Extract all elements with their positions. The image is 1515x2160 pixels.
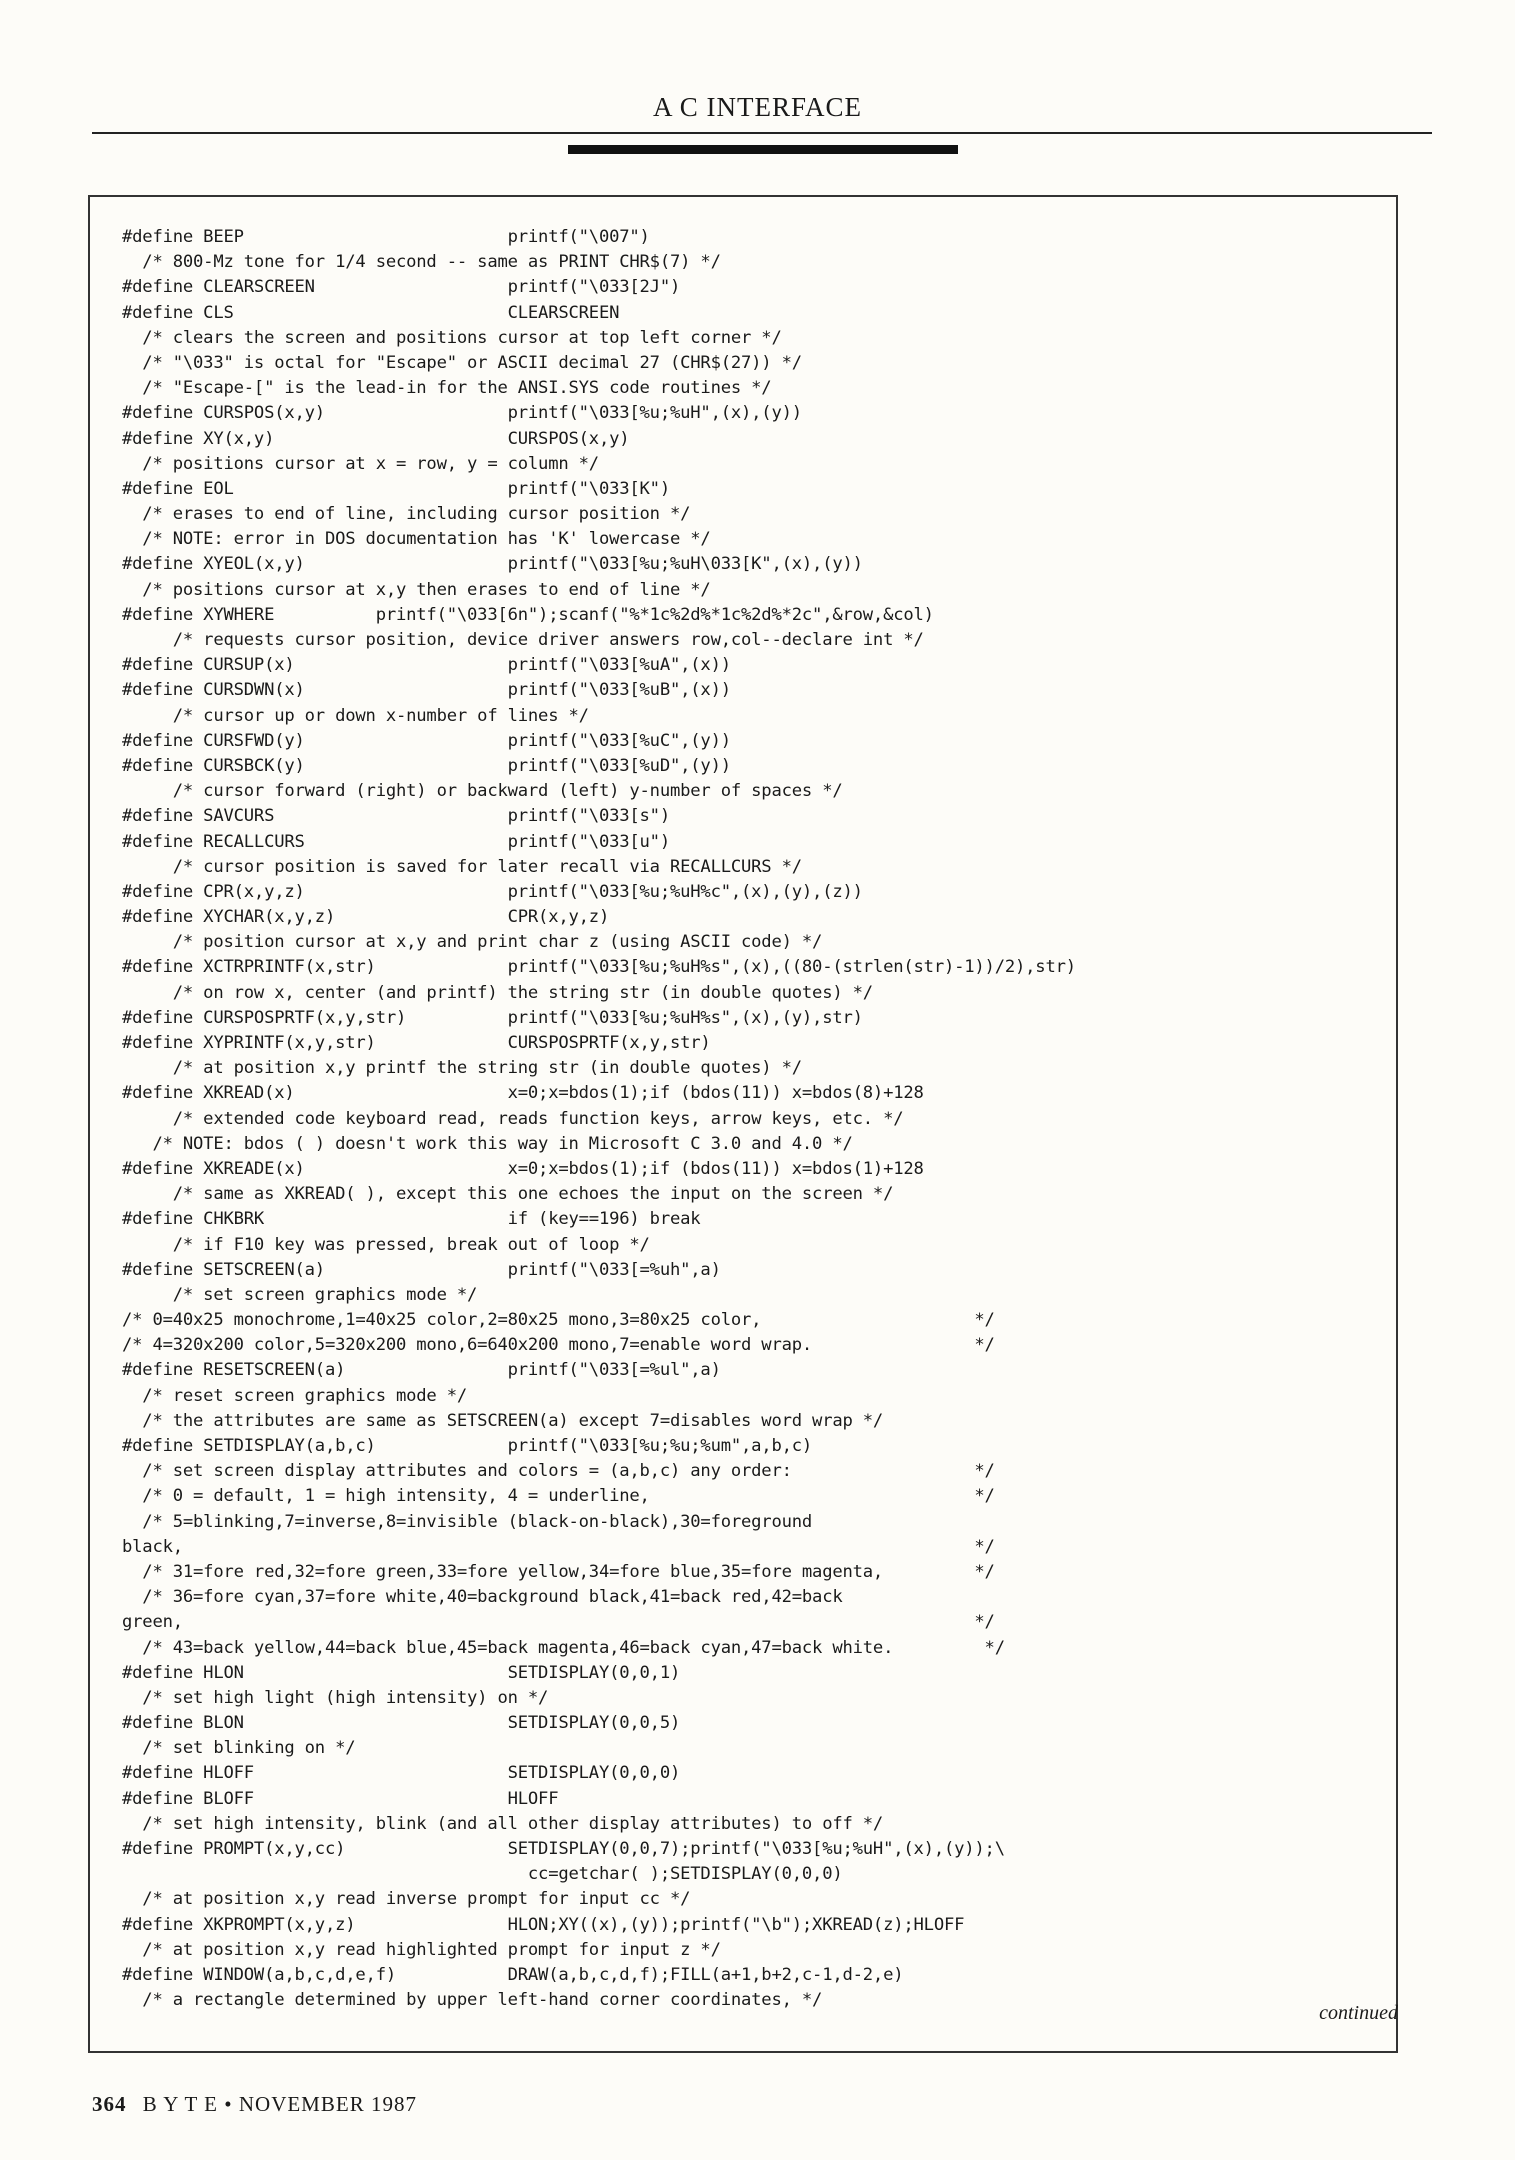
code-line: /* position cursor at x,y and print char z (using ASCII code) */ bbox=[122, 932, 823, 953]
code-line: #define PROMPT(x,y,cc) SETDISPLAY(0,0,7);printf("\033[%u;%uH",(x),(y));\ bbox=[122, 1839, 1005, 1859]
code-line: #define XY(x,y) CURSPOS(x,y) bbox=[122, 428, 630, 449]
code-line: #define SETSCREEN(a) printf("\033[=%uh",a) bbox=[122, 1259, 721, 1280]
code-line: #define XKREADE(x) x=0;x=bdos(1);if (bdos(11)) x=bdos(1)+128 bbox=[122, 1158, 924, 1179]
code-line: #define BLOFF HLOFF bbox=[122, 1788, 559, 1809]
code-line: /* set high intensity, blink (and all other display attributes) to off */ bbox=[122, 1813, 884, 1834]
code-line: /* 5=blinking,7=inverse,8=invisible (black-on-black),30=foreground bbox=[122, 1511, 813, 1532]
code-line: /* same as XKREAD( ), except this one echoes the input on the screen */ bbox=[122, 1184, 894, 1205]
code-line: #define HLON SETDISPLAY(0,0,1) bbox=[122, 1662, 681, 1683]
code-line: /* 0 = default, 1 = high intensity, 4 = underline, */ bbox=[122, 1486, 995, 1507]
code-line: /* cursor position is saved for later recall via RECALLCURS */ bbox=[122, 856, 802, 877]
code-line: #define SAVCURS printf("\033[s") bbox=[122, 806, 670, 827]
code-line: #define CURSFWD(y) printf("\033[%uC",(y)) bbox=[122, 730, 731, 751]
code-listing bbox=[122, 225, 1382, 2013]
code-line: /* positions cursor at x = row, y = column */ bbox=[122, 453, 599, 474]
code-line: /* extended code keyboard read, reads function keys, arrow keys, etc. */ bbox=[122, 1108, 904, 1129]
page-footer bbox=[92, 2092, 417, 2117]
code-line: #define EOL printf("\033[K") bbox=[122, 478, 670, 499]
code-line: /* 36=fore cyan,37=fore white,40=background black,41=back red,42=back bbox=[122, 1587, 843, 1608]
code-line: #define CURSUP(x) printf("\033[%uA",(x)) bbox=[122, 655, 731, 676]
page-header-title: A C INTERFACE bbox=[652, 92, 862, 122]
code-line: #define CURSBCK(y) printf("\033[%uD",(y)) bbox=[122, 755, 731, 776]
code-line: /* NOTE: bdos ( ) doesn't work this way in Microsoft C 3.0 and 4.0 */ bbox=[122, 1133, 853, 1154]
code-line: /* 31=fore red,32=fore green,33=fore yellow,34=fore blue,35=fore magenta, */ bbox=[122, 1561, 995, 1582]
page-number: 364 bbox=[92, 2092, 127, 2116]
code-line: #define XKPROMPT(x,y,z) HLON;XY((x),(y));printf("\b");XKREAD(z);HLOFF bbox=[122, 1914, 965, 1935]
code-line: /* at position x,y read inverse prompt for input cc */ bbox=[122, 1889, 691, 1910]
code-line: /* 800-Mz tone for 1/4 second -- same as PRINT CHR$(7) */ bbox=[122, 252, 721, 273]
code-line: /* the attributes are same as SETSCREEN(a) except 7=disables word wrap */ bbox=[122, 1410, 884, 1431]
code-line: #define CLS CLEARSCREEN bbox=[122, 302, 620, 323]
code-line: /* if F10 key was pressed, break out of loop */ bbox=[122, 1234, 650, 1255]
code-line: /* requests cursor position, device driver answers row,col--declare int */ bbox=[122, 630, 924, 650]
code-line: #define CURSDWN(x) printf("\033[%uB",(x)) bbox=[122, 680, 731, 701]
code-line: #define XCTRPRINTF(x,str) printf("\033[%u;%uH%s",(x),((80-(strlen(str)-1))/2),str) bbox=[122, 957, 1076, 978]
code-line: #define XYEOL(x,y) printf("\033[%u;%uH\033[K",(x),(y)) bbox=[122, 554, 863, 575]
code-line: /* a rectangle determined by upper left-hand corner coordinates, */ bbox=[122, 1990, 823, 2011]
code-line: #define CURSPOS(x,y) printf("\033[%u;%uH",(x),(y)) bbox=[122, 403, 802, 424]
code-line: /* clears the screen and positions cursor at top left corner */ bbox=[122, 327, 782, 348]
code-line: /* set blinking on */ bbox=[122, 1738, 356, 1759]
code-line: #define BLON SETDISPLAY(0,0,5) bbox=[122, 1713, 681, 1734]
code-line: /* cursor forward (right) or backward (left) y-number of spaces */ bbox=[122, 781, 843, 802]
code-line: /* reset screen graphics mode */ bbox=[122, 1385, 468, 1406]
code-line: #define CURSPOSPRTF(x,y,str) printf("\033[%u;%uH%s",(x),(y),str) bbox=[122, 1007, 863, 1028]
code-line: /* set high light (high intensity) on */ bbox=[122, 1687, 549, 1708]
code-line: #define CPR(x,y,z) printf("\033[%u;%uH%c",(x),(y),(z)) bbox=[122, 881, 863, 902]
issue-info: B Y T E • NOVEMBER 1987 bbox=[142, 2092, 417, 2116]
code-line: /* at position x,y read highlighted prompt for input z */ bbox=[122, 1939, 721, 1960]
code-line: #define WINDOW(a,b,c,d,e,f) DRAW(a,b,c,d,f);FILL(a+1,b+2,c-1,d-2,e) bbox=[122, 1964, 904, 1985]
code-line: #define XYPRINTF(x,y,str) CURSPOSPRTF(x,y,str) bbox=[122, 1033, 711, 1053]
code-line: /* set screen display attributes and colors = (a,b,c) any order: */ bbox=[122, 1461, 995, 1482]
code-line: #define HLOFF SETDISPLAY(0,0,0) bbox=[122, 1763, 681, 1784]
code-line: #define BEEP printf("\007") bbox=[122, 227, 650, 247]
code-line: /* 0=40x25 monochrome,1=40x25 color,2=80x25 mono,3=80x25 color, */ bbox=[122, 1310, 995, 1331]
code-line: /* at position x,y printf the string str (in double quotes) */ bbox=[122, 1058, 802, 1079]
code-line: black, */ bbox=[122, 1536, 995, 1557]
code-line: green, */ bbox=[122, 1612, 995, 1633]
code-line: cc=getchar( );SETDISPLAY(0,0,0) bbox=[122, 1864, 843, 1885]
code-line: #define CHKBRK if (key==196) break bbox=[122, 1209, 701, 1230]
code-line: #define CLEARSCREEN printf("\033[2J") bbox=[122, 277, 681, 298]
header-rule bbox=[92, 132, 1432, 134]
continued-label: continued bbox=[1319, 2002, 1398, 2024]
code-line: #define XYWHERE printf("\033[6n");scanf("%*1c%2d%*1c%2d%*2c",&row,&col) bbox=[122, 604, 934, 625]
code-line: /* 43=back yellow,44=back blue,45=back magenta,46=back cyan,47=back white. */ bbox=[122, 1637, 1005, 1658]
code-line: /* erases to end of line, including cursor position */ bbox=[122, 504, 691, 525]
code-line: #define RECALLCURS printf("\033[u") bbox=[122, 831, 670, 852]
code-line: /* on row x, center (and printf) the string str (in double quotes) */ bbox=[122, 982, 873, 1003]
code-line: /* positions cursor at x,y then erases to end of line */ bbox=[122, 579, 711, 600]
code-line: /* "Escape-[" is the lead-in for the ANSI.SYS code routines */ bbox=[122, 378, 772, 399]
header-bar bbox=[568, 145, 958, 154]
code-line: /* NOTE: error in DOS documentation has 'K' lowercase */ bbox=[122, 529, 711, 550]
code-line: /* 4=320x200 color,5=320x200 mono,6=640x200 mono,7=enable word wrap. */ bbox=[122, 1335, 995, 1356]
code-line: /* "\033" is octal for "Escape" or ASCII decimal 27 (CHR$(27)) */ bbox=[122, 352, 802, 373]
code-line: #define SETDISPLAY(a,b,c) printf("\033[%u;%u;%um",a,b,c) bbox=[122, 1436, 813, 1456]
code-line: /* cursor up or down x-number of lines */ bbox=[122, 705, 589, 726]
code-line: #define RESETSCREEN(a) printf("\033[=%ul",a) bbox=[122, 1360, 721, 1381]
code-line: #define XKREAD(x) x=0;x=bdos(1);if (bdos(11)) x=bdos(8)+128 bbox=[122, 1083, 924, 1104]
code-line: /* set screen graphics mode */ bbox=[122, 1284, 478, 1305]
code-line: #define XYCHAR(x,y,z) CPR(x,y,z) bbox=[122, 907, 610, 928]
